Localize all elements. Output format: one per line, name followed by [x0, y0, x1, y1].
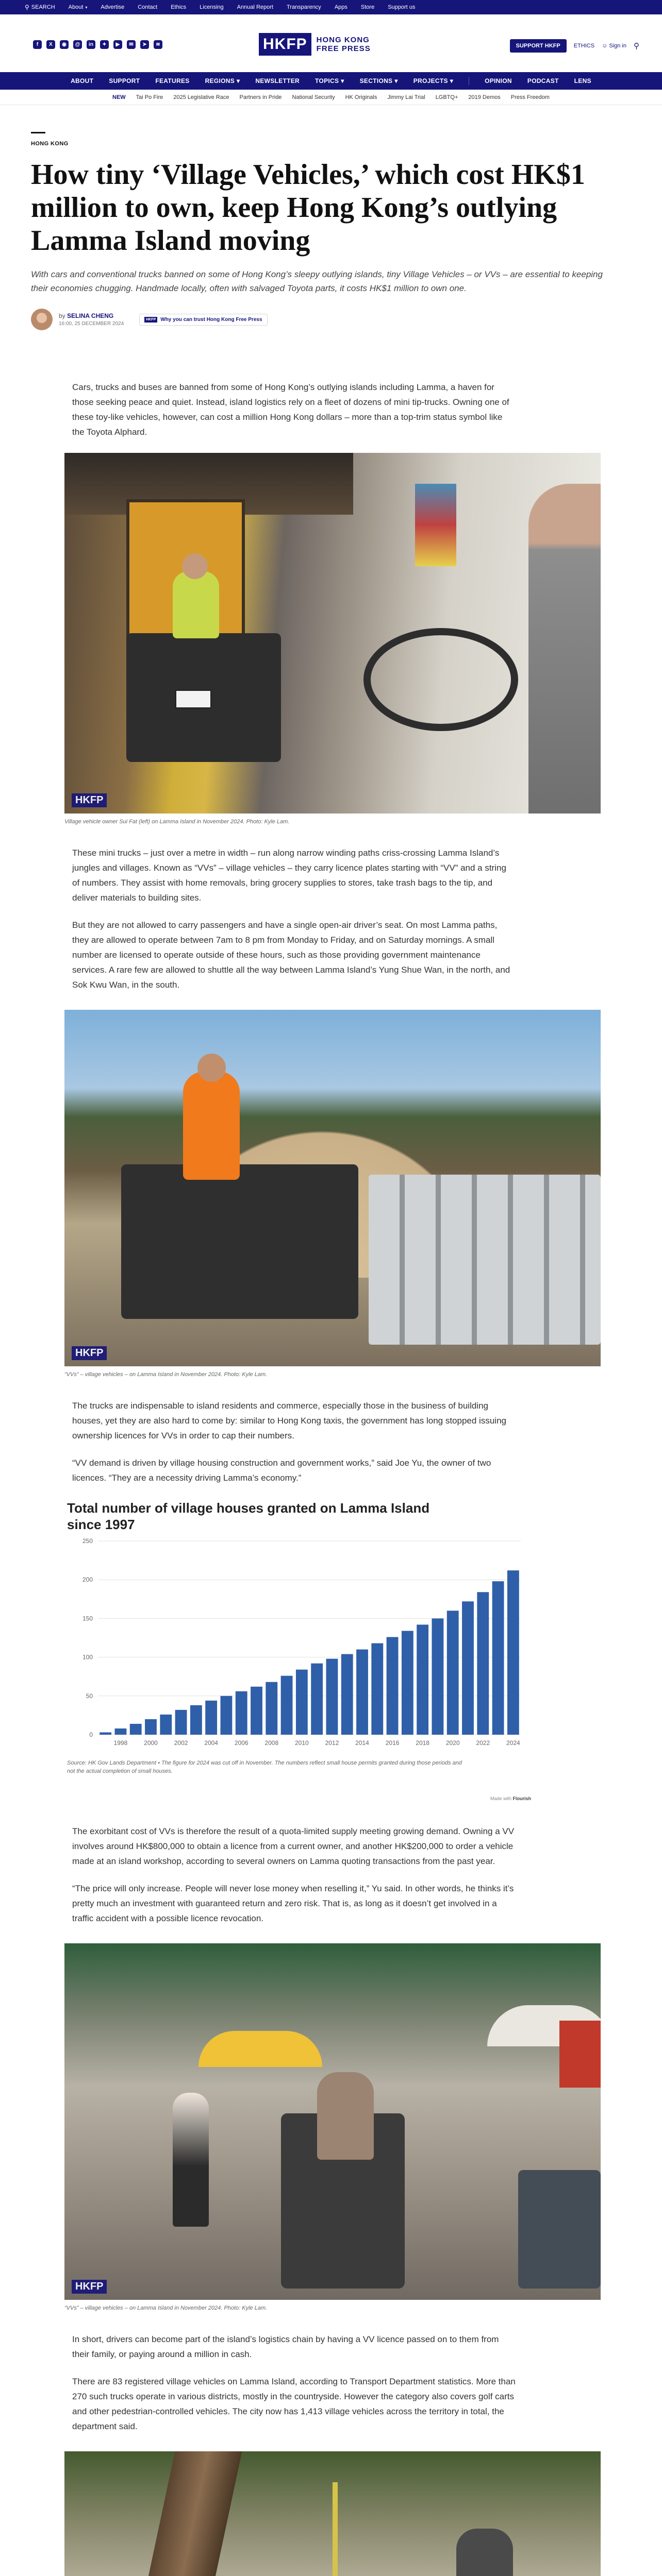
utility-annual-report[interactable]: Annual Report	[237, 4, 273, 10]
byline-text: by SELINA CHENG 16:00, 25 DECEMBER 2024	[59, 312, 124, 327]
chevron-down-icon: ▾	[394, 77, 398, 84]
trending-link[interactable]: Press Freedom	[510, 94, 550, 100]
nav-newsletter[interactable]: NEWSLETTER	[255, 77, 300, 84]
trending-link[interactable]: Tai Po Fire	[136, 94, 163, 100]
y-tick-label: 250	[82, 1537, 93, 1545]
bar	[447, 1611, 459, 1735]
bar	[236, 1691, 247, 1735]
utility-ethics[interactable]: Ethics	[171, 4, 187, 10]
facebook-icon[interactable]: f	[33, 40, 42, 49]
nav-regions[interactable]: REGIONS ▾	[205, 77, 240, 84]
x-icon[interactable]: X	[46, 40, 55, 49]
masthead	[0, 14, 662, 72]
author-avatar[interactable]	[31, 309, 53, 330]
trending-bar	[0, 90, 662, 105]
bar	[251, 1687, 262, 1735]
photo-caption: “VVs” – village vehicles – on Lamma Island in November 2024. Photo: Kyle Lam.	[64, 2305, 268, 2311]
trending-link[interactable]: HK Originals	[345, 94, 377, 100]
search-icon[interactable]: ⚲	[634, 42, 639, 50]
bar	[417, 1624, 428, 1735]
utility-about[interactable]: About ▾	[68, 4, 88, 10]
photo-figure-1	[64, 453, 601, 825]
article-dek: With cars and conventional trucks banned on some of Hong Kong’s sleepy outlying islands, tiny Village Vehicles – or VVs – are essential to keeping their economies chugging. Handmade locally, often with salvaged Toyota parts, it costs HK$1 million to own one.	[31, 269, 603, 293]
nav-opinion[interactable]: OPINION	[485, 77, 512, 84]
chart-source: Source: HK Gov Lands Department • The figure for 2024 was cut off in November. The numbers reflect small house permits granted during those periods and not the actual completion of small houses.	[67, 1760, 462, 1774]
hkfp-watermark: HKFP	[72, 1346, 107, 1360]
telegram-icon[interactable]: ➤	[140, 40, 149, 49]
paragraph: “VV demand is driven by village housing construction and government works,” said Joe Yu, the owner of two licences. “They are a necessity driving Lamma’s economy.”	[72, 1458, 491, 1483]
new-badge: NEW	[112, 94, 126, 100]
x-tick-label: 2018	[416, 1739, 429, 1747]
utility-support-us[interactable]: Support us	[388, 4, 416, 10]
paragraph: But they are not allowed to carry passengers and have a single open-air driver’s seat. On most Lamma paths, they are allowed to operate between 7am to 8 pm from Monday to Friday, and on Saturday mornings. A small number are licensed to operate outside of these hours, such as those providing government maintenance services. A rare few are allowed to shuttle all the way between Lamma Island’s Yung Shue Wan, in the north, and Sok Kwu Wan, in the south.	[72, 920, 510, 990]
bar	[477, 1592, 489, 1735]
paragraph: The exorbitant cost of VVs is therefore the result of a quota-limited supply meeting growing demand. Owning a VV involves around HK$800,000 to obtain a licence from a current owner, and another HK$200,000 to order a vehicle made at an island workshop, according to several owners on Lamma quoting transactions from the past year.	[72, 1826, 515, 1866]
nav-podcast[interactable]: PODCAST	[527, 77, 559, 84]
hkfp-mini-logo: HKFP	[144, 317, 157, 323]
trending-link[interactable]: Jimmy Lai Trial	[387, 94, 425, 100]
x-tick-label: 2016	[385, 1739, 400, 1747]
x-tick-label: 2006	[234, 1739, 249, 1747]
trust-pill[interactable]: HKFP Why you can trust Hong Kong Free Press	[139, 314, 267, 326]
utility-advertise[interactable]: Advertise	[101, 4, 125, 10]
bar	[115, 1728, 127, 1735]
main-nav	[0, 72, 662, 90]
bar	[221, 1696, 233, 1735]
bar	[266, 1682, 277, 1735]
paragraph: The trucks are indispensable to island residents and commerce, especially those in the business of building houses, yet they are also hard to come by: similar to Hong Kong taxis, the government has long stopped issuing ownership licences for VVs in order to cap their numbers.	[72, 1401, 506, 1440]
instagram-icon[interactable]: ◉	[60, 40, 69, 49]
publish-date: 16:00, 25 DECEMBER 2024	[59, 321, 124, 327]
search-link[interactable]: ⚲ SEARCH	[25, 4, 55, 11]
logo-wordmark: HONG KONG FREE PRESS	[316, 36, 371, 53]
utility-bar	[0, 0, 662, 14]
bar	[507, 1570, 519, 1735]
body-block-3	[72, 1398, 516, 1485]
photo-figure-4	[64, 2451, 601, 2576]
chevron-down-icon: ▾	[450, 77, 454, 84]
nav-support[interactable]: SUPPORT	[109, 77, 140, 84]
bar	[100, 1732, 111, 1735]
bar	[492, 1581, 504, 1735]
hkfp-watermark: HKFP	[72, 2280, 107, 2294]
bar	[145, 1719, 157, 1735]
mail-icon[interactable]: ✉	[127, 40, 136, 49]
x-tick-label: 1998	[113, 1739, 128, 1747]
bar-chart	[67, 1533, 531, 1754]
bar	[205, 1701, 217, 1735]
photo-figure-3	[64, 1943, 601, 2311]
photo-village-vehicle-driver	[64, 453, 601, 814]
trending-link[interactable]: 2019 Demos	[468, 94, 501, 100]
nav-features[interactable]: FEATURES	[155, 77, 190, 84]
hkfp-watermark: HKFP	[72, 793, 107, 807]
rss-icon[interactable]: ≋	[154, 40, 162, 49]
linkedin-icon[interactable]: in	[87, 40, 95, 49]
x-tick-label: 2020	[445, 1739, 460, 1747]
body-block-4	[72, 1824, 516, 1926]
body-block-1	[72, 380, 516, 439]
trending-link[interactable]: National Security	[292, 94, 335, 100]
bar	[326, 1659, 338, 1735]
chart-title: Total number of village houses granted on Lamma Island since 1997	[67, 1500, 430, 1532]
utility-transparency[interactable]: Transparency	[286, 4, 321, 10]
paragraph: Cars, trucks and buses are banned from some of Hong Kong’s outlying islands including Lamma, a haven for those seeking peace and quiet. Instead, island logistics rely on a fleet of dozens of mini tip-trucks. Owning one of these toy-like vehicles, however, can cost a million Hong Kong dollars – more than a top-trim status symbol like the Toyota Alphard.	[72, 382, 509, 437]
category-rule	[31, 132, 45, 133]
x-tick-label: 2024	[506, 1739, 520, 1747]
bar	[371, 1643, 383, 1735]
utility-contact[interactable]: Contact	[138, 4, 158, 10]
threads-icon[interactable]: @	[73, 40, 82, 49]
nav-sections[interactable]: SECTIONS ▾	[359, 77, 398, 84]
body-block-5	[72, 2332, 516, 2434]
logo-mark: HKFP	[259, 33, 311, 56]
signin-link[interactable]: ☺ Sign in	[602, 43, 626, 49]
x-tick-label: 2014	[355, 1739, 369, 1747]
bar	[175, 1710, 187, 1735]
ethics-link[interactable]: ETHICS	[573, 43, 595, 49]
y-tick-label: 150	[82, 1615, 93, 1622]
bar	[311, 1664, 323, 1735]
paragraph: These mini trucks – just over a metre in width – run along narrow winding paths criss-crossing Lamma Island’s jungles and villages. Known as “VVs” – village vehicles – they carry licence plates starting with “VV” and a string of numbers. They assist with home removals, bring grocery supplies to stores, take trash bags to the tip, and deliver materials to building sites.	[72, 848, 506, 903]
nav-about[interactable]: ABOUT	[71, 77, 94, 84]
photo-caption: “VVs” – village vehicles – on Lamma Island in November 2024. Photo: Kyle Lam.	[64, 1371, 268, 1378]
bar	[130, 1724, 142, 1735]
photo-figure-2	[64, 1010, 601, 1378]
x-tick-label: 2022	[476, 1739, 490, 1747]
bar	[356, 1650, 368, 1735]
body-block-2	[72, 845, 516, 992]
chevron-down-icon: ▾	[341, 77, 344, 84]
photo-vv-street	[64, 1943, 601, 2300]
trending-link[interactable]: 2025 Legislative Race	[173, 94, 229, 100]
y-tick-label: 50	[86, 1692, 93, 1700]
bar	[387, 1637, 399, 1735]
author-link[interactable]: SELINA CHENG	[67, 312, 114, 319]
nav-lens[interactable]: LENS	[574, 77, 591, 84]
x-tick-label: 2010	[295, 1739, 309, 1747]
x-tick-label: 2012	[325, 1739, 339, 1747]
chart-figure	[67, 1500, 531, 1801]
photo-vv-tree-path	[64, 2451, 601, 2576]
social-links	[33, 40, 162, 49]
bar	[296, 1670, 308, 1735]
article-header	[0, 132, 662, 330]
bar	[160, 1715, 172, 1735]
youtube-icon[interactable]: ▶	[113, 40, 122, 49]
y-tick-label: 0	[89, 1731, 93, 1738]
site-logo[interactable]	[259, 33, 371, 56]
y-tick-label: 200	[82, 1576, 93, 1584]
support-button[interactable]: SUPPORT HKFP	[510, 39, 567, 53]
x-tick-label: 2008	[264, 1739, 279, 1747]
trending-link[interactable]: LGBTQ+	[435, 94, 458, 100]
category-label[interactable]: HONG KONG	[31, 141, 69, 147]
byline	[31, 309, 631, 330]
flourish-credit[interactable]: Made with Flourish	[490, 1796, 531, 1801]
bluesky-icon[interactable]: ✦	[100, 40, 109, 49]
x-tick-label: 2002	[174, 1739, 188, 1747]
article-headline: How tiny ‘Village Vehicles,’ which cost HK$1 million to own, keep Hong Kong’s outlying Lamma Island moving	[31, 159, 585, 257]
chevron-down-icon: ▾	[237, 77, 240, 84]
trending-link[interactable]: Partners in Pride	[239, 94, 282, 100]
search-icon: ⚲	[25, 4, 29, 11]
photo-caption: Village vehicle owner Sui Fat (left) on Lamma Island in November 2024. Photo: Kyle Lam.	[64, 819, 290, 825]
x-tick-label: 2000	[144, 1739, 158, 1747]
nav-topics[interactable]: TOPICS ▾	[315, 77, 344, 84]
chevron-down-icon: ▾	[85, 5, 88, 10]
masthead-actions	[510, 39, 639, 53]
bar	[341, 1654, 353, 1735]
nav-projects[interactable]: PROJECTS ▾	[413, 77, 454, 84]
bar	[190, 1705, 202, 1735]
utility-store[interactable]: Store	[360, 4, 375, 10]
x-tick-label: 2004	[204, 1739, 218, 1747]
photo-vv-kegs	[64, 1010, 601, 1366]
utility-apps[interactable]: Apps	[334, 4, 347, 10]
bar	[462, 1601, 474, 1735]
bar	[432, 1618, 444, 1735]
paragraph: “The price will only increase. People will never lose money when reselling it,” Yu said. In other words, he thinks it’s pretty much an investment with guaranteed return and zero risk. That is, as long as it doesn’t get involved in a traffic accident with a possible licence revocation.	[72, 1884, 514, 1923]
bar	[281, 1676, 293, 1735]
utility-licensing[interactable]: Licensing	[200, 4, 224, 10]
y-tick-label: 100	[82, 1653, 93, 1661]
bar	[402, 1631, 413, 1735]
paragraph: There are 83 registered village vehicles on Lamma Island, according to Transport Department statistics. More than 270 such trucks operate in various districts, mostly in the countryside. However the category also covers golf carts and other pedestrian-controlled vehicles. The city now has 1,413 village vehicles across the territory in total, the department said.	[72, 2377, 516, 2431]
paragraph: In short, drivers can become part of the island’s logistics chain by having a VV licence passed on to them from their family, or paying around a million in cash.	[72, 2334, 499, 2359]
